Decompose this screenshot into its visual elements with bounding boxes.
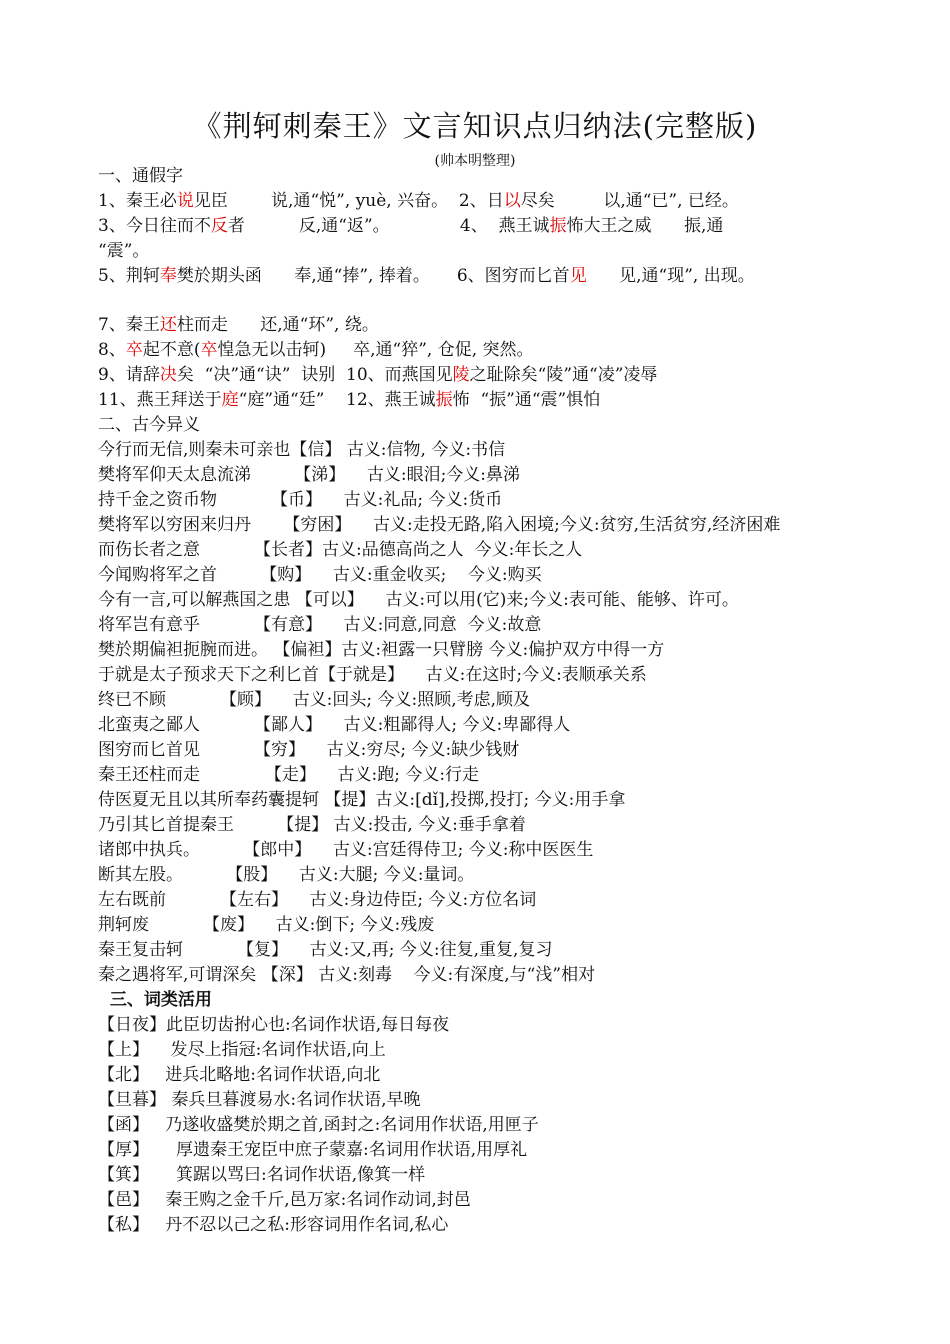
text-run: 3、今日往而不 <box>98 216 211 236</box>
text-line <box>98 1113 539 1137</box>
text-line <box>98 663 647 687</box>
text-line <box>98 164 183 188</box>
text-run: 8、 <box>98 340 126 360</box>
text-run: 断其左股。 【股】 古义:大腿; 今义:量词。 <box>98 865 475 885</box>
text-run: 将军岂有意乎 【有意】 古义:同意,同意 今义:故意 <box>98 615 542 635</box>
text-line <box>98 513 780 537</box>
document-title: 《荆轲刺秦王》文言知识点归纳法(完整版) <box>192 109 758 143</box>
text-line <box>98 363 657 387</box>
highlighted-character: 振 <box>435 390 453 410</box>
text-line <box>98 1063 380 1087</box>
text-line <box>98 563 542 587</box>
text-run: 二、古今异义 <box>98 415 200 435</box>
text-run: 之耻除矣“陵”通“凌”凌辱 <box>469 365 658 385</box>
text-run: 今行而无信,则秦未可亲也【信】 古义:信物, 今义:书信 <box>98 440 506 460</box>
text-line <box>98 888 536 912</box>
text-line <box>98 463 520 487</box>
text-line <box>98 1163 425 1187</box>
text-line <box>98 1213 448 1237</box>
text-line <box>98 239 149 263</box>
text-run: 荆轲废 【废】 古义:倒下; 今义:残废 <box>98 915 435 935</box>
text-run: 【日夜】此臣切齿拊心也:名词作状语,每日每夜 <box>98 1015 450 1035</box>
text-line <box>98 588 739 612</box>
text-line <box>98 838 593 862</box>
text-run: 矣 “决”通“诀” 诀别 10、而燕国见 <box>176 365 453 385</box>
highlighted-character: 振 <box>549 216 567 236</box>
text-run: 樊於期头函 奉,通“捧”, 捧着。 6、图穷而匕首 <box>176 266 570 286</box>
text-run: 【厚】 厚遗秦王宠臣中庶子蒙嘉:名词用作状语,用厚礼 <box>98 1140 528 1160</box>
text-run: 樊将军以穷困来归丹 【穷困】 古义:走投无路,陷入困境;今义:贫穷,生活贫穷,经济困难 <box>98 515 781 535</box>
text-line <box>98 963 595 987</box>
text-run: 怖大王之威 振,通 <box>566 216 724 236</box>
text-run: 【上】 发尽上指冠:名词作状语,向上 <box>98 1040 386 1060</box>
text-run: 【旦暮】 秦兵旦暮渡易水:名词作状语,早晚 <box>98 1090 421 1110</box>
text-run: 起不意( <box>142 340 201 360</box>
text-line <box>98 688 530 712</box>
highlighted-character: 卒 <box>125 340 143 360</box>
text-line <box>98 913 434 937</box>
text-run: 秦之遇将军,可谓深矣 【深】 古义:刻毒 今义:有深度,与“浅”相对 <box>98 965 596 985</box>
text-run: 见臣 说,通“悦”, yuè, 兴奋。 2、日 <box>193 191 504 211</box>
text-run: 柱而走 还,通“环”, 绕。 <box>176 315 379 335</box>
text-run: 樊将军仰天太息流涕 【涕】 古义:眼泪;今义:鼻涕 <box>98 465 521 485</box>
text-line <box>98 938 552 962</box>
text-run: 于就是太子预求天下之利匕首【于就是】 古义:在这时;今义:表顺承关系 <box>98 665 647 685</box>
text-run: 【箕】 箕踞以骂曰:名词作状语,像箕一样 <box>98 1165 426 1185</box>
text-run: 怖 “振”通“震”惧怕 <box>452 390 601 410</box>
text-line <box>98 813 526 837</box>
text-run: 侍医夏无且以其所奉药囊提轲 【提】古义:[dǐ],投掷,投打; 今义:用手拿 <box>98 790 626 810</box>
text-line <box>98 189 739 213</box>
text-run: 1、秦王必 <box>98 191 177 211</box>
text-run: 惶急无以击轲) 卒,通“猝”, 仓促, 突然。 <box>217 340 534 360</box>
text-run: 秦王还柱而走 【走】 古义:跑; 今义:行走 <box>98 765 480 785</box>
text-line <box>98 438 505 462</box>
text-line <box>98 413 200 437</box>
text-run: 者 反,通“返”。 4、 燕王诚 <box>227 216 550 236</box>
text-run: 终已不顾 【顾】 古义:回头; 今义:照顾,考虑,顾及 <box>98 690 531 710</box>
text-line <box>98 713 570 737</box>
highlighted-character: 还 <box>159 315 177 335</box>
text-run: 今闻购将军之首 【购】 古义:重金收买; 今义:购买 <box>98 565 542 585</box>
highlighted-character: 以 <box>503 191 521 211</box>
text-run: 【北】 进兵北略地:名词作状语,向北 <box>98 1065 381 1085</box>
text-run: 11、燕王拜送于 <box>98 390 222 410</box>
text-line <box>98 488 502 512</box>
text-line <box>98 788 625 812</box>
text-line <box>98 313 379 337</box>
highlighted-character: 奉 <box>159 266 177 286</box>
text-line <box>98 388 600 412</box>
text-line <box>98 613 541 637</box>
text-run: 【私】 丹不忍以己之私:形容词用作名词,私心 <box>98 1215 449 1235</box>
text-line <box>98 264 755 288</box>
text-run: 樊於期偏袒扼腕而进。 【偏袒】古义:袒露一只臂膀 今义:偏护双方中得一方 <box>98 640 665 660</box>
text-run: 今有一言,可以解燕国之患 【可以】 古义:可以用(它)来;今义:表可能、能够、许可。 <box>98 590 739 610</box>
text-run: 三、词类活用 <box>98 990 212 1010</box>
text-line <box>98 1038 386 1062</box>
text-run: 而伤长者之意 【长者】古义:品德高尚之人 今义:年长之人 <box>98 540 583 560</box>
text-run: 一、通假字 <box>98 166 183 186</box>
text-line <box>98 763 479 787</box>
text-run: 尽矣 以,通“已”, 已经。 <box>520 191 739 211</box>
text-run: 7、秦王 <box>98 315 160 335</box>
text-run: 左右既前 【左右】 古义:身边侍臣; 今义:方位名词 <box>98 890 537 910</box>
text-run: 【邑】 秦王购之金千斤,邑万家:名词作动词,封邑 <box>98 1190 471 1210</box>
text-line <box>98 638 664 662</box>
highlighted-character: 卒 <box>200 340 218 360</box>
text-line <box>98 1188 471 1212</box>
text-line <box>98 1138 527 1162</box>
highlighted-character: 反 <box>210 216 228 236</box>
text-run: 9、请辞 <box>98 365 160 385</box>
document-subtitle: (帅本明整理) <box>434 153 516 169</box>
text-run: 秦王复击轲 【复】 古义:又,再; 今义:往复,重复,复习 <box>98 940 553 960</box>
text-line <box>98 1088 421 1112</box>
text-line <box>98 863 474 887</box>
text-run: 持千金之资币物 【币】 古义:礼品; 今义:货币 <box>98 490 503 510</box>
text-run: 【函】 乃遂收盛樊於期之首,函封之:名词用作状语,用匣子 <box>98 1115 539 1135</box>
text-run: 诸郎中执兵。 【郎中】 古义:宫廷得侍卫; 今义:称中医医生 <box>98 840 594 860</box>
text-run: 5、荆轲 <box>98 266 160 286</box>
text-run: “震”。 <box>98 241 150 261</box>
text-run: 见,通“现”, 出现。 <box>586 266 755 286</box>
text-run: 乃引其匕首提秦王 【提】 古义:投击, 今义:垂手拿着 <box>98 815 526 835</box>
text-line <box>98 1013 449 1037</box>
highlighted-character: 见 <box>569 266 587 286</box>
text-run: 图穷而匕首见 【穷】 古义:穷尽; 今义:缺少钱财 <box>98 740 520 760</box>
highlighted-character: 说 <box>176 191 194 211</box>
text-line <box>98 738 519 762</box>
text-line <box>98 988 212 1012</box>
text-line <box>98 338 534 362</box>
text-line <box>98 214 723 238</box>
highlighted-character: 庭 <box>221 390 239 410</box>
text-run: 北蛮夷之鄙人 【鄙人】 古义:粗鄙得人; 今义:卑鄙得人 <box>98 715 571 735</box>
highlighted-character: 陵 <box>452 365 470 385</box>
text-line <box>98 538 582 562</box>
highlighted-character: 决 <box>159 365 177 385</box>
text-run: “庭”通“廷” 12、燕王诚 <box>238 390 436 410</box>
